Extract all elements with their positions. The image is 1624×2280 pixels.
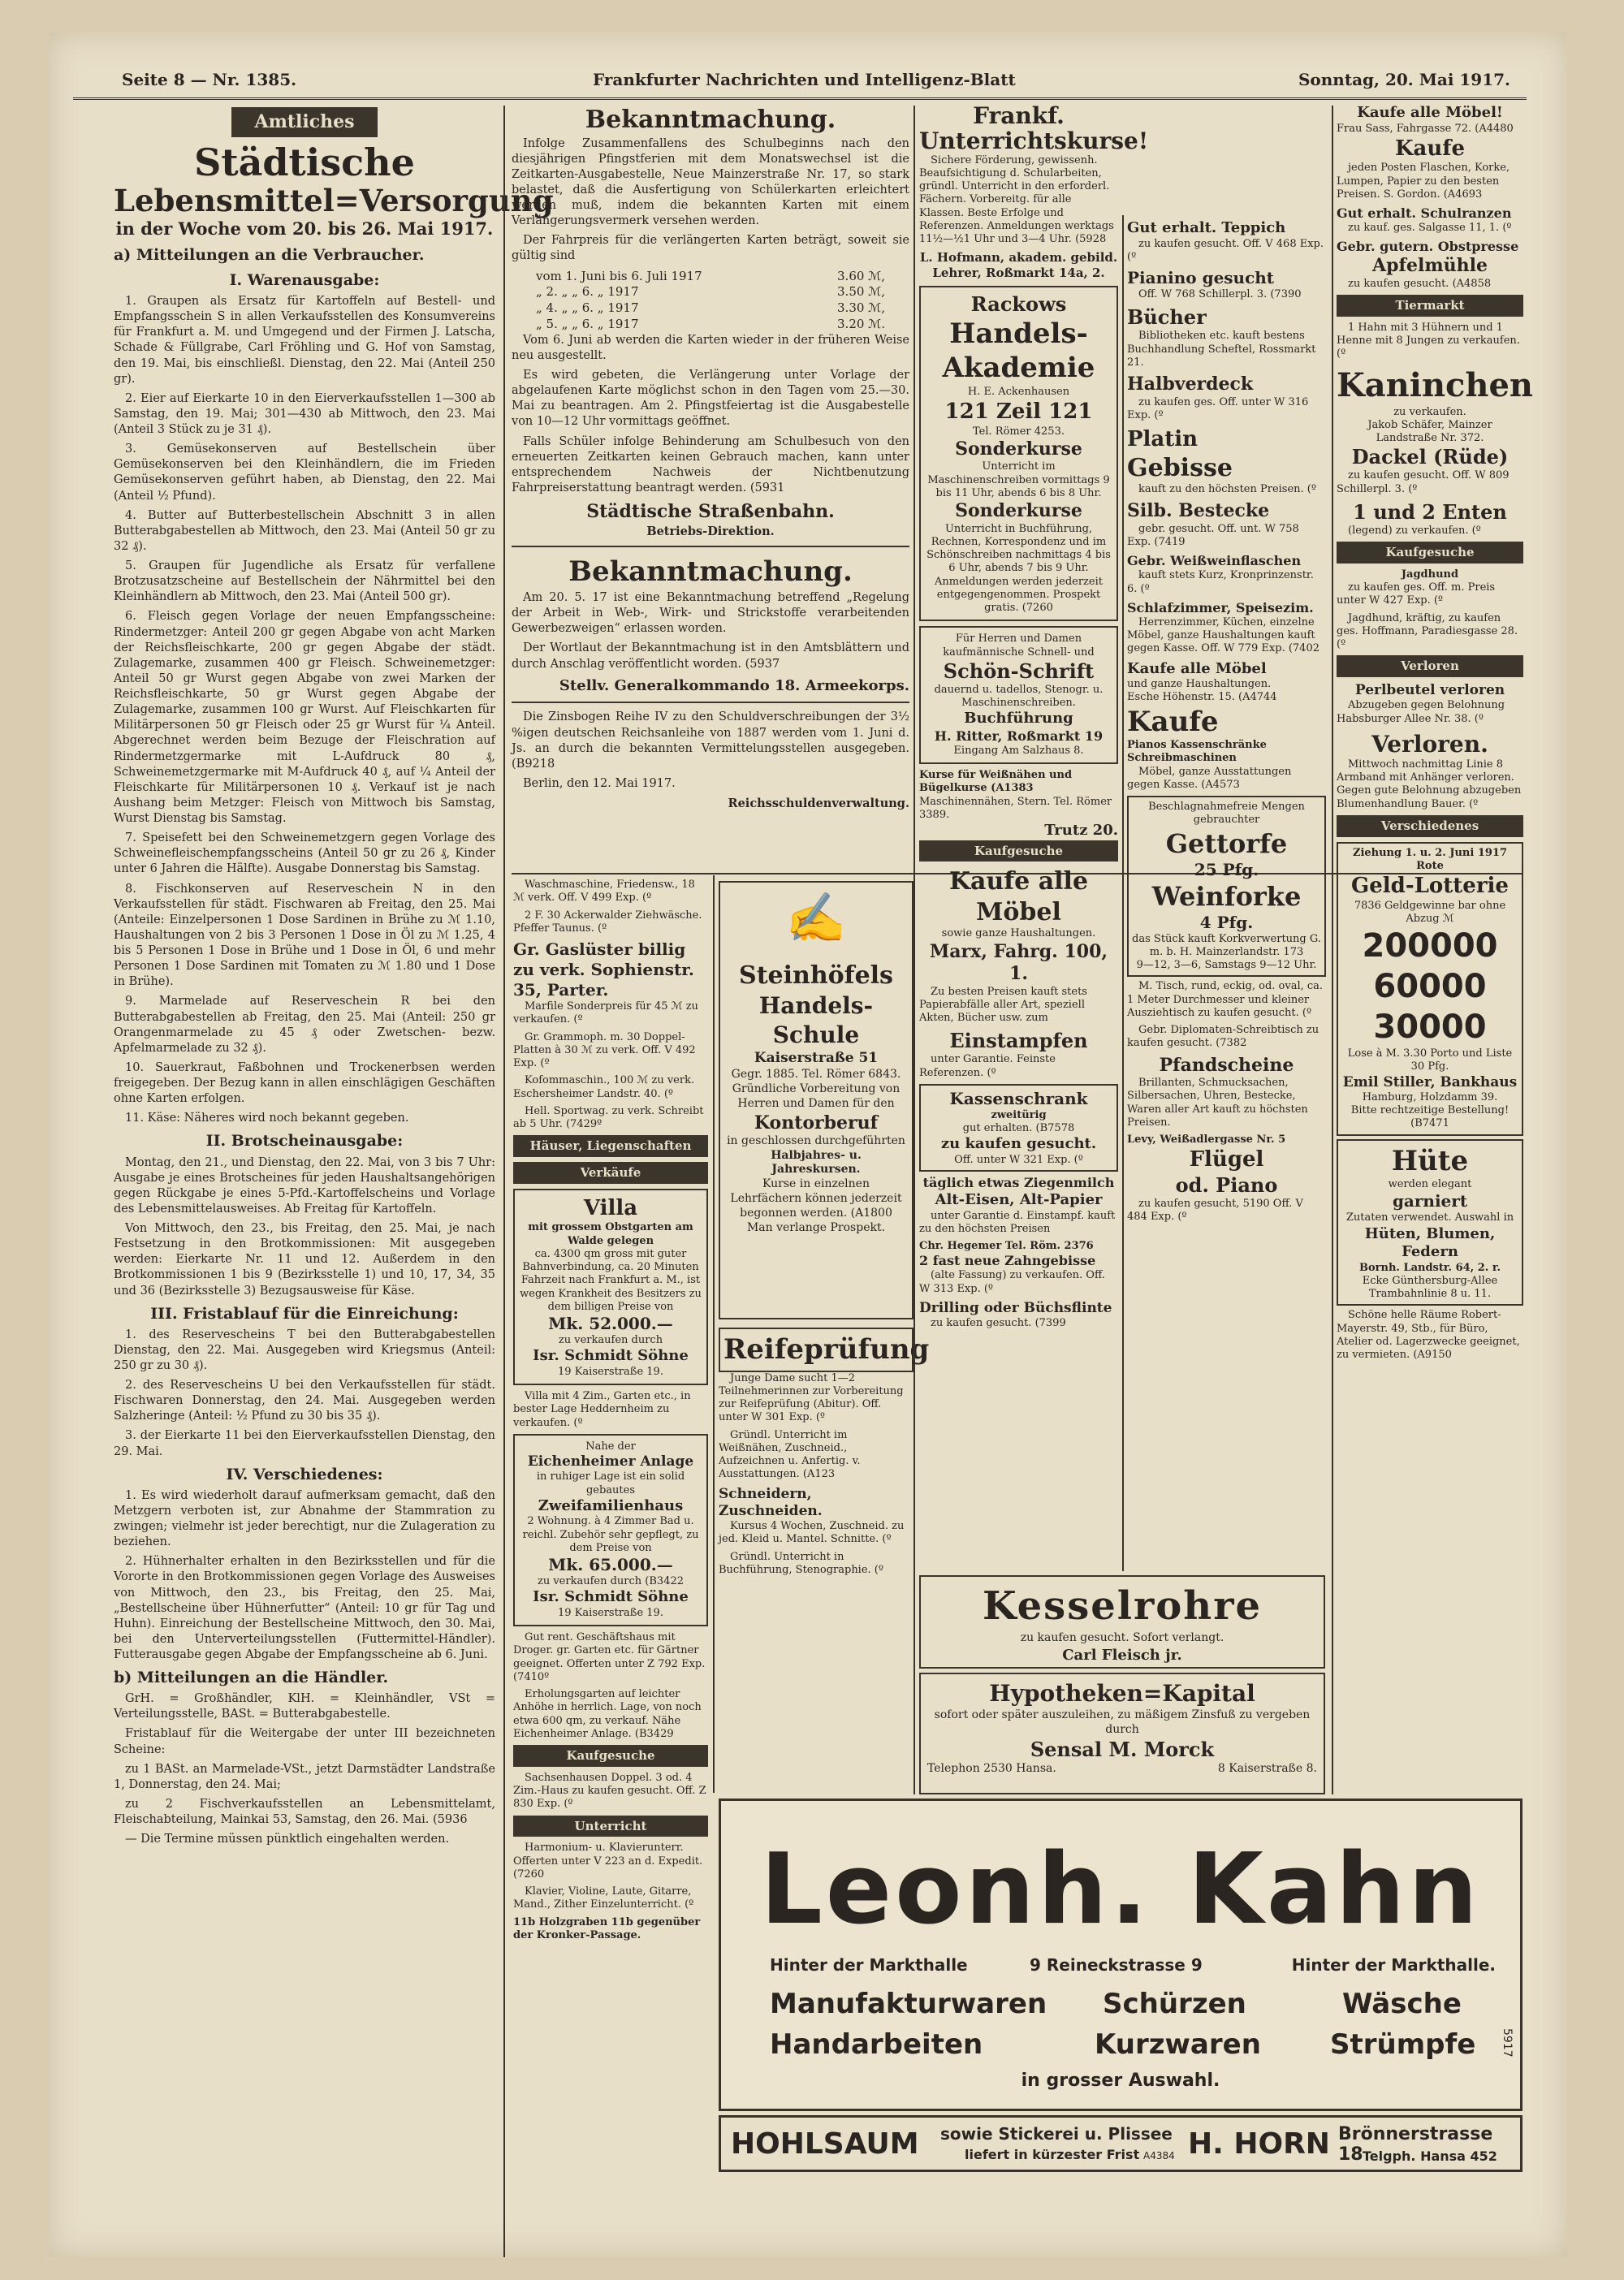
paragraph: 4. Butter auf Butterbestellschein Abschnitt 3 in allen Butterabgabestellen ab Mittwoch, den 23. Mai (Anteil 50 gr zu 32 ₰). [114, 508, 495, 553]
section-heading: Verschiedenes [1337, 815, 1523, 837]
small-ad: Gr. Grammoph. m. 30 Doppel-Platten à 30 ℳ zu verk. Off. V 492 Exp. (º [513, 1030, 696, 1069]
small-ad: unter Garantie d. Einstampf. kauft zu den höchsten Preisen [919, 1209, 1116, 1235]
rate-row: „ 4. „ „ 6. „ 1917 3.30 ℳ, [536, 300, 885, 316]
subsection-2: II. Brotscheinausgabe: [205, 1132, 404, 1151]
official-notices-column [114, 107, 554, 2259]
small-ad: Hell. Sportwag. zu verk. Schreibt ab 5 Uhr. (7429º [513, 1104, 704, 1130]
small-ad: unter Garantie. Feinste Referenzen. (º [919, 1053, 1056, 1079]
schoenschrift-ad: Für Herren und Damen kaufmännische Schnell- und Schön-Schrift dauernd u. tadellos, Stenogr. u. Maschinenschreiben. Buchführung H. Ritter, Roßmarkt 19 Eingang Am Salzhaus 8. [919, 626, 1118, 764]
paragraph: Fristablauf für die Weitergabe der unter III bezeichneten Scheine: [114, 1727, 495, 1756]
header-center: Frankfurter Nachrichten und Intelligenz-Blatt [593, 70, 1016, 89]
hohlsaum-ad: HOHLSAUM sowie Stickerei u. Plissee liefert in kürzester Frist A4384 H. HORN Brönnerstrasse 18 Telgph. Hansa 452 [719, 2115, 1522, 2172]
paragraph: 11. Käse: Näheres wird noch bekannt gegeben. [125, 1112, 409, 1125]
small-ad: zu kaufen ges. Off. m. Preis unter W 427 Exp. (º [1337, 581, 1496, 607]
paragraph: 7. Speisefett bei den Schweinemetzgern gegen Vorlage des Schweinefleischempfangsscheins (Anteil 50 gr zu 26 ₰, Kinder unter 6 Jahren die Hälfte). Ausgabe Donnerstag bis Samstag. [114, 831, 495, 876]
small-ad: zu kauf. ges. Salgasse 11, 1. (º [1348, 222, 1512, 234]
small-ad: 11b Holzgraben 11b gegenüber der Kronker-Passage. [513, 1915, 701, 1941]
signature-sub: Betriebs-Direktion. [646, 525, 775, 539]
header-right: Sonntag, 20. Mai 1917. [1298, 70, 1510, 89]
leonh-kahn-ad: Leonh. Kahn Hinter der Markthalle 9 Reineckstrasse 9 Hinter der Markthalle. Manufakturwaren Schürzen Wäsche Handarbeiten Kurzwaren Strümpfe in grosser Auswahl. 5917 [719, 1799, 1522, 2111]
rackows-academy-ad: Rackows Handels- Akademie H. E. Ackenhausen 121 Zeil 121 Tel. Römer 4253. Sonderkurse Unterricht im Maschinenschreiben vormittags 9 bis 11 Uhr, abends 6 bis 8 Uhr. Sonderkurse Unterricht in Buchführung, Rechnen, Korrespondenz und im Schönschreiben nachmittags 4 bis 6 Uhr, abends 7 bis 9 Uhr. Anmeldungen werden jederzeit entgegengenommen. Prospekt gratis. (7260 [919, 286, 1118, 622]
small-ad: kauft stets Kurz, Kronprinzenstr. 6. (º [1127, 569, 1314, 595]
paragraph: 2. des Reservescheins U bei den Verkaufsstellen für städt. Fischwaren Donnerstag, den 24. Mai. Ausgegeben werden Salzheringe (Anteil: ½ Pfund zu 30 bis 35 ₰). [114, 1379, 495, 1423]
paragraph: — Die Termine müssen pünktlich eingehalten werden. [125, 1833, 450, 1846]
hand-pen-icon: ✍ [785, 890, 847, 947]
small-ad: zu kaufen gesucht. (7399 [931, 1317, 1066, 1330]
subsection-4: IV. Verschiedenes: [226, 1465, 383, 1483]
paragraph: Von Mittwoch, den 23., bis Freitag, den 25. Mai, je nach Festsetzung in den Brotkommissionen: Mit ausgegeben werden: Eierkarte Nr. 11 und 12. Außerdem in den Brotkommissionen 1 bis 9 (Bezirksstelle 1) und 10, 17, 34, 35 und 36 (Bezirksstelle 3) Bezugsausweise für Käse. [114, 1222, 495, 1298]
signature: Stellv. Generalkommando 18. Armeekorps. [559, 676, 909, 694]
subsection-3: III. Fristablauf für die Einreichung: [150, 1304, 459, 1323]
paragraph: 1. des Reservescheins T bei den Butterabgabestellen Dienstag, den 22. Mai. Ausgegeben wird Kriegsmus (Anteil: 250 gr zu 30 ₰). [114, 1328, 495, 1372]
small-ad: 1 Hahn mit 3 Hühnern und 1 Henne mit 8 Jungen zu verkaufen. (º [1337, 321, 1520, 361]
section-a: a) Mitteilungen an die Verbraucher. [114, 245, 425, 264]
safe-ad: Kassenschrank zweitürig gut erhalten. (B7578 zu kaufen gesucht. Off. unter W 321 Exp. (º [919, 1084, 1118, 1172]
small-ad: Abzugeben gegen Belohnung Habsburger Allee Nr. 38. (º [1337, 699, 1505, 725]
header-left: Seite 8 — Nr. 1385. [122, 70, 297, 89]
small-ad: Herrenzimmer, Küchen, einzelne Möbel, ganze Haushaltungen kauft gegen Kasse. Off. W 779 Exp. (7402 [1127, 615, 1320, 655]
section-heading: Unterricht [513, 1816, 708, 1837]
small-ad: Sichere Förderung, gewissenh. Beaufsichtigung d. Schularbeiten, gründl. Unterricht in den erforderl. Fächern. Vorbereitg. für alle Klassen. Beste Erfolge und Referenzen. Anmeldungen werktags 11½—½1 Uhr und 3—4 Uhr. (5928 [919, 153, 1114, 246]
lottery-ad: Ziehung 1. u. 2. Juni 1917 Rote Geld-Lotterie 7836 Geldgewinne bar ohne Abzug ℳ 200000 60000 30000 Lose à M. 3.30 Porto und Liste 30 Pfg. Emil Stiller, Bankhaus Hamburg, Holzdamm 39. Bitte rechtzeitige Bestellung! (B7471 [1337, 842, 1523, 1136]
small-ad: zu kaufen ges. Off. unter W 316 Exp. (º [1127, 395, 1309, 421]
paragraph: 1. Graupen als Ersatz für Kartoffeln auf Bestell- und Empfangsschein S in allen Verkaufsstellen des Konsumvereins für Frankfurt a. M. und Umgegend und der Firmen J. Latscha, Schade & Füllgrabe, Carl Fröhling und G. Hof von Samstag, den 19. Mai, bis einschließl. Dienstag, den 22. Mai (Anteil 250 gr). [114, 295, 495, 386]
paragraph: 3. Gemüsekonserven auf Bestellschein über Gemüsekonserven bei den Kleinhändlern, die im Frieden Gemüsekonserven geführt haben, ab Dienstag, den 22. Mai (Anteil ½ Pfund). [114, 443, 495, 503]
paragraph: Es wird gebeten, die Verlängerung unter Vorlage der abgelaufenen Karte möglichst schon in den Tagen vom 25.—30. Mai zu beantragen. Am 2. Pfingstfeiertag ist die Ausgabestelle von 10—12 Uhr vormittags geöffnet. [512, 369, 909, 429]
villa-ad: Villa mit grossem Obstgarten am Walde gelegen ca. 4300 qm gross mit guter Bahnverbindung, ca. 20 Minuten Fahrzeit nach Frankfurt a. M., ist wegen Krankheit des Besitzers zu dem billigen Preise von Mk. 52.000.— zu verkaufen durch Isr. Schmidt Söhne 19 Kaiserstraße 19. [513, 1189, 708, 1385]
store-name: Leonh. Kahn [760, 1833, 1481, 1946]
paragraph: zu 1 BASt. an Marmelade-VSt., jetzt Darmstädter Landstraße 1, Donnerstag, den 24. Mai; [114, 1762, 495, 1791]
subsection-1: I. Warenausgabe: [229, 270, 380, 289]
cork-ad: Beschlagnahmefreie Mengen gebrauchter Gettorfe 25 Pfg. Weinforke 4 Pfg. das Stück kauft Korkverwertung G. m. b. H. Mainzerlandstr. 173 9—12, 3—6, Samstags 9—12 Uhr. [1127, 796, 1326, 977]
paragraph: Vom 6. Juni ab werden die Karten wieder in der früheren Weise neu ausgestellt. [512, 333, 909, 362]
ad-title: Gr. Gaslüster billig zu verk. Sophienstr. 35, Parter. [513, 939, 694, 1000]
paragraph: 5. Graupen für Jugendliche als Ersatz für verfallene Brotzusatzscheine auf Bestellschein der Nährmittel bei den Kleinhändlern ab Mittwoch, den 23. Mai (Anteil 500 gr). [114, 559, 495, 604]
signature: Reichsschuldenverwaltung. [728, 797, 909, 811]
column-divider [1332, 106, 1333, 1794]
paragraph: GrH. = Großhändler, KlH. = Kleinhändler, VSt = Verteilungsstelle, BASt. = Butterabgabestelle. [114, 1692, 495, 1721]
title-staedtische: Städtische [194, 140, 415, 185]
small-ad: Mittwoch nachmittag Linie 8 Armband mit Anhänger verloren. Gegen gute Belohnung abzugeben Blumenhandlung Bauer. (º [1337, 758, 1522, 810]
small-ad: Klavier, Violine, Laute, Gitarre, Mand., Zither Einzelunterricht. (º [513, 1885, 694, 1911]
small-ad: 2 F. 30 Ackerwalder Ziehwäsche. Pfeffer Taunus. (º [513, 909, 702, 935]
small-ad: Erholungsgarten auf leichter Anhöhe in herrlich. Lage, von noch etwa 600 qm, zu verkauf. Nähe Eichenheimer Anlage. (B3429 [513, 1688, 702, 1740]
paragraph: 10. Sauerkraut, Faßbohnen und Trockenerbsen werden freigegeben. Der Bezug kann in allen einschlägigen Geschäften ohne Karten erfolgen. [114, 1060, 495, 1106]
section-heading: Kaufgesuche [1337, 542, 1523, 564]
small-ad: Möbel, ganze Ausstattungen gegen Kasse. (A4573 [1127, 765, 1292, 791]
announcement-title: Bekanntmachung. [568, 555, 853, 589]
house-ad: Nahe der Eichenheimer Anlage in ruhiger Lage ist ein solid gebautes Zweifamilienhaus 2 Wohnung. à 4 Zimmer Bad u. reichl. Zubehör sehr gepflegt, zu dem Preise von Mk. 65.000.— zu verkaufen durch (B3422 Isr. Schmidt Söhne 19 Kaiserstraße 19. [513, 1434, 708, 1626]
paragraph: Die Zinsbogen Reihe IV zu den Schuldverschreibungen der 3½ %igen deutschen Reichsanleihe von 1887 werden vom 1. Juni d. Js. an durch die bekannten Vermittelungsstellen ausgegeben. (B9218 [512, 710, 909, 771]
small-ad: M. Tisch, rund, eckig, od. oval, ca. 1 Meter Durchmesser und kleiner Ausziehtisch zu kaufen gesucht. (º [1127, 980, 1324, 1019]
section-heading: Häuser, Liegenschaften [513, 1135, 708, 1157]
paragraph: Falls Schüler infolge Behinderung am Schulbesuch von den erneuerten Zeitkarten keinen Gebrauch machen, kann unter entsprechendem Nachweis der Nichtbenutzung Fahrpreiserstattung beantragt werden. (5931 [512, 434, 909, 494]
title-lebensmittel: Lebensmittel=Versorgung [114, 182, 554, 218]
tutoring-ads-column: Frankf. Unterrichtskurse! Sichere Förderung, gewissenh. Beaufsichtigung d. Schularbeiten, gründl. Unterricht in den erforderl. Fächern. Vorbereitg. für alle Klassen. Beste Erfolge und Referenzen. Anmeldungen werktags 11½—½1 Uhr und 3—4 Uhr. (5928 L. Hofmann, akadem. gebild. Lehrer, Roßmarkt 14a, 2. Rackows Handels- Akademie H. E. Ackenhausen 121 Zeil 121 Tel. Römer 4253. Sonderkurse Unterricht im Maschinenschreiben vormittags 9 bis 11 Uhr, abends 6 bis 8 Uhr. Sonderkurse Unterricht in Buchführung, Rechnen, Korrespondenz und im Schönschreiben nachmittags 4 bis 6 Uhr, abends 7 bis 9 Uhr. Anmeldungen werden jederzeit entgegengenommen. Prospekt gratis. (7260 Für Herren und Damen kaufmännische Schnell- und Schön-Schrift dauernd u. tadellos, Stenogr. u. Maschinenschreiben. Buchführung H. Ritter, Roßmarkt 19 Eingang Am Salzhaus 8. Kurse für Weißnähen und Bügelkurse (A1383 Maschinennähen, Stern. Tel. Römer 3389. Trutz 20. Kaufgesuche Kaufe alle Möbel sowie ganze Haushaltungen. Marx, Fahrg. 100, 1. Zu besten Preisen kauft stets Papierabfälle aller Art, speziell Akten, Bücher usw. zum Einstampfen unter Garantie. Feinste Referenzen. (º Kassenschrank zweitürig gut erhalten. (B7578 zu kaufen gesucht. Off. unter W 321 Exp. (º täglich etwas Ziegenmilch Alt-Eisen, Alt-Papier unter Garantie d. Einstampf. kauft zu den höchsten Preisen Chr. Hegemer Tel. Röm. 2376 2 fast neue Zahngebisse (alte Fassung) zu verkaufen. Off. W 313 Exp. (º Drilling oder Büchsflinte zu kaufen gesucht. (7399 [919, 102, 1149, 1330]
announcement-title: Bekanntmachung. [585, 106, 836, 134]
small-ad: zu kaufen gesucht. Off. W 809 Schillerpl. 3. (º [1337, 469, 1510, 495]
small-ad: Kursus 4 Wochen, Zuschneid. zu jed. Kleid u. Mantel. Schnitte. (º [719, 1520, 905, 1546]
reifepruefung-ads: Reifeprüfung Junge Dame sucht 1—2 Teilnehmerinnen zur Vorbereitung zur Reifeprüfung (Abitur). Off. unter W 301 Exp. (º Gründl. Unterricht im Weißnähen, Zuschneid., Aufzeichnen u. Anfertig. v. Ausstattungen. (A123 Schneidern, Zuschneiden. Kursus 4 Wochen, Zuschneid. zu jed. Kleid u. Mantel. Schnitte. (º Gründl. Unterricht in Buchführung, Stenographie. (º [719, 1328, 914, 1794]
section-heading-official: Amtliches [231, 107, 378, 137]
paragraph: 2. Hühnerhalter erhalten in den Bezirksstellen und für die Vororte in den Brotkommissionen gegen Vorlage des Ausweises von Mittwoch, den 23., bis Freitag, den 25. Mai, „Bestellscheine über Hühnerfutter“ (Anteil: 10 gr für Tag und Huhn). Einreichung der Bestellscheine Mittwoch, den 30. Mai, bei den Unterverteilungsstellen (Futtermittel-Händler). Futterausgabe gegen Abgabe der Empfangsscheine ab 6. Juni. [114, 1555, 495, 1662]
paragraph: Der Wortlaut der Bekanntmachung ist in den Amtsblättern und durch Anschlag veröffentlicht worden. (5937 [512, 641, 909, 671]
paragraph: 6. Fleisch gegen Vorlage der neuen Empfangsscheine: Rindermetzger: Anteil 200 gr gegen Abgabe von acht Marken der Reichsfleischkarte, 200 gr gegen Abgabe der städt. Zulagemarke, zusammen 400 gr Fleisch. Schweinemetzger: Anteil 50 gr Wurst gegen Abgabe von zwei Marken der Reichsfleischkarte, 50 gr Wurst gegen Abgabe der Zulagemarke, zusammen 100 gr Wurst. Auf Fleischkarten für Militärpersonen 50 gr Fleisch oder 25 gr Wurst für ¼ Anteil. Abgerechnet werden beim Bezuge der Fleischration auf Rindermetzgermarke mit L-Aufdruck 80 ₰, Schweinemetzgermarke mit M-Aufdruck 40 ₰, auf ¼ Anteil der Fleischkarte für Militärpersonen 10 ₰. Verkauf ist je nach Aushang beim Metzger: Fleisch von Mittwoch bis Samstag, Wurst Dienstag bis Samstag. [114, 610, 495, 826]
purchase-ads-column: Gut erhalt. Teppich zu kaufen gesucht. Off. V 468 Exp. (º Pianino gesucht Off. W 768 Schillerpl. 3. (7390 Bücher Bibliotheken etc. kauft bestens Buchhandlung Scheftel, Rossmarkt 21. Halbverdeck zu kaufen ges. Off. unter W 316 Exp. (º Platin Gebisse kauft zu den höchsten Preisen. (º Silb. Bestecke gebr. gesucht. Off. unt. W 758 Exp. (7419 Gebr. Weißweinflaschen kauft stets Kurz, Kronprinzenstr. 6. (º Schlafzimmer, Speisezim. Herrenzimmer, Küchen, einzelne Möbel, ganze Haushaltungen kauft gegen Kasse. Off. W 779 Exp. (7402 Kaufe alle Möbel und ganze Haushaltungen. Esche Höhenstr. 15. (A4744 Kaufe Pianos Kassenschränke Schreibmaschinen Möbel, ganze Ausstattungen gegen Kasse. (A4573 Beschlagnahmefreie Mengen gebrauchter Gettorfe 25 Pfg. Weinforke 4 Pfg. das Stück kauft Korkverwertung G. m. b. H. Mainzerlandstr. 173 9—12, 3—6, Samstags 9—12 Uhr. M. Tisch, rund, eckig, od. oval, ca. 1 Meter Durchmesser und kleiner Ausziehtisch zu kaufen gesucht. (º Gebr. Diplomaten-Schreibtisch zu kaufen gesucht. (7382 Pfandscheine Brillanten, Schmucksachen, Silbersachen, Uhren, Bestecke, Waren aller Art kauft zu höchsten Preisen. Levy, Weißadlergasse Nr. 5 Flügel od. Piano zu kaufen gesucht, 5190 Off. V 484 Exp. (º [1127, 219, 1326, 1571]
section-b: b) Mitteilungen an die Händler. [114, 1669, 389, 1687]
section-heading: Verloren [1337, 655, 1523, 677]
column-divider [713, 875, 715, 1793]
small-ad: Zu besten Preisen kauft stets Papierabfälle aller Art, speziell Akten, Bücher usw. zum [919, 985, 1087, 1025]
small-ads-column [513, 879, 708, 2259]
column-divider [914, 106, 915, 1794]
paragraph: 2. Eier auf Eierkarte 10 in den Eierverkaufsstellen 1—300 ab Samstag, den 19. Mai; 301—430 ab Mittwoch, den 23. Mai (Anteil 3 Stück zu je 31 ₰). [114, 391, 495, 437]
signature: Städtische Straßenbahn. [586, 501, 835, 523]
wares-note: in grosser Auswahl. [1021, 2071, 1220, 2091]
small-ad: (alte Fassung) zu verkaufen. Off. W 313 Exp. (º [919, 1269, 1105, 1295]
hypotheken-ad: Hypotheken=Kapital sofort oder später auszuleihen, zu mäßigem Zinsfuß zu vergeben durch Sensal M. Morck Telephon 2530 Hansa. 8 Kaiserstraße 8. [919, 1673, 1325, 1794]
small-ad: Brillanten, Schmucksachen, Silbersachen, Uhren, Bestecke, Waren aller Art kauft zu höchsten Preisen. [1127, 1077, 1308, 1129]
small-ad: (legend) zu verkaufen. (º [1348, 524, 1481, 537]
small-ad: zu kaufen gesucht. Off. V 468 Exp. (º [1127, 237, 1324, 263]
misc-ads-column: Kaufe alle Möbel! Frau Sass, Fahrgasse 72. (A4480 Kaufe jeden Posten Flaschen, Korke, Lumpen, Papier zu den besten Preisen. S. Gordon. (A4693 Gut erhalt. Schulranzen zu kauf. ges. Salgasse 11, 1. (º Gebr. gutern. Obstpresse Apfelmühle zu kaufen gesucht. (A4858 Tiermarkt 1 Hahn mit 3 Hühnern und 1 Henne mit 8 Jungen zu verkaufen. (º Kaninchen zu verkaufen. Jakob Schäfer, Mainzer Landstraße Nr. 372. Dackel (Rüde) zu kaufen gesucht. Off. W 809 Schillerpl. 3. (º 1 und 2 Enten (legend) zu verkaufen. (º Kaufgesuche Jagdhund zu kaufen ges. Off. m. Preis unter W 427 Exp. (º Jagdhund, kräftig, zu kaufen ges. Hoffmann, Paradiesgasse 28. (º Verloren Perlbeutel verloren Abzugeben gegen Belohnung Habsburger Allee Nr. 38. (º Verloren. Mittwoch nachmittag Linie 8 Armband mit Anhänger verloren. Gegen gute Belohnung abzugeben Blumenhandlung Bauer. (º Verschiedenes Ziehung 1. u. 2. Juni 1917 Rote Geld-Lotterie 7836 Geldgewinne bar ohne Abzug ℳ 200000 60000 30000 Lose à M. 3.30 Porto und Liste 30 Pfg. Emil Stiller, Bankhaus Hamburg, Holzdamm 39. Bitte rechtzeitige Bestellung! (B7471 Hüte werden elegant garniert Zutaten verwendet. Auswahl in Hüten, Blumen, Federn Bornh. Landstr. 64, 2. r. Ecke Günthersburg-Allee Trambahnlinie 8 u. 11. Schöne helle Räume Robert-Mayerstr. 49, Stb., für Büro, Atelier od. Lagerzwecke geeignet, zu vermieten. (A9150 [1337, 104, 1534, 1361]
small-ad: Gut rent. Geschäftshaus mit Droger. gr. Garten etc. für Gärtner geeignet. Offerten unter Z 792 Exp. (7410º [513, 1631, 706, 1683]
small-ad: Waschmaschine, Friedensw., 18 ℳ verk. Off. V 499 Exp. (º [513, 879, 695, 905]
small-ad: Harmonium- u. Klavierunterr. Offerten unter V 223 an d. Expedit. (7260 [513, 1842, 703, 1881]
paragraph: 1. Es wird wiederholt darauf aufmerksam gemacht, daß den Metzgern verboten ist, zur Abnahme der Stammration zu zwingen; vielmehr ist jeder berechtigt, nur die Zulageration zu beziehen. [114, 1488, 495, 1549]
paragraph: 8. Fischkonserven auf Reserveschein N in den Verkaufsstellen für städt. Fischwaren ab Freitag, den 25. Mai (Anteile: Einzelpersonen 1 Dose Sardinen in Brühe zu ℳ 1.10, Haushaltungen von 2 bis 3 Personen 1 Dose in Öl zu ℳ 1.25, 4 bis 5 Personen 1 Dose in Brühe und 1 Dose in Öl, 6 und mehr Personen 1 Dose Sardinen mit Tomaten zu ℳ 1.80 und 1 Dose in Brühe). [114, 882, 495, 989]
hats-ad: Hüte werden elegant garniert Zutaten verwendet. Auswahl in Hüten, Blumen, Federn Bornh. Landstr. 64, 2. r. Ecke Günthersburg-Allee Trambahnlinie 8 u. 11. [1337, 1139, 1523, 1306]
paragraph: Infolge Zusammenfallens des Schulbeginns nach den diesjährigen Pfingstferien mit dem Monatswechsel ist die Zeitkarten-Ausgabestelle, Neue Mainzerstraße Nr. 17, so stark belastet, daß die Ausfertigung von Schülerkarten erleichtert werden muß, indem die bekannten Karten mit einem Verlängerungsvermerk versehen werden. [512, 136, 909, 228]
small-ad: zu kaufen gesucht. (A4858 [1348, 277, 1492, 290]
rate-row: „ 5. „ „ 6. „ 1917 3.20 ℳ. [536, 316, 885, 331]
small-ad: Off. W 768 Schillerpl. 3. (7390 [1138, 288, 1302, 300]
section-heading: Kaufgesuche [919, 840, 1118, 862]
small-ad: Kofommaschin., 100 ℳ zu verk. Eschersheimer Landstr. 40. (º [513, 1074, 695, 1100]
small-ad: kauft zu den höchsten Preisen. (º [1138, 483, 1316, 495]
paragraph: Der Fahrpreis für die verlängerten Karten beträgt, soweit sie gültig sind [512, 234, 909, 263]
small-ad: Marfile Sonderpreis für 45 ℳ zu verkaufen. (º [513, 1000, 698, 1026]
steinhoefel-school-ad: ✍ Steinhöfels Handels-Schule Kaiserstraße 51 Gegr. 1885. Tel. Römer 6843. Gründliche Vorbereitung von Herren und Damen für den Kontorberuf in geschlossen durchgeführten Halbjahres- u. Jahreskursen. Kurse in einzelnen Lehrfächern können jederzeit begonnen werden. (A1800 Man verlange Prospekt. [719, 881, 914, 1319]
title-week: in der Woche vom 20. bis 26. Mai 1917. [115, 218, 494, 240]
paragraph: 3. der Eierkarte 11 bei den Eierverkaufsstellen Dienstag, den 29. Mai. [114, 1429, 495, 1458]
kesselrohre-ad: Kesselrohre zu kaufen gesucht. Sofort verlangt. Carl Fleisch jr. [919, 1575, 1325, 1669]
small-ad: Gebr. Diplomaten-Schreibtisch zu kaufen gesucht. (7382 [1127, 1024, 1320, 1050]
section-heading: Verkäufe [513, 1162, 708, 1184]
paragraph: 9. Marmelade auf Reserveschein R bei den Butterabgabestellen ab Freitag, den 25. Mai (Anteil: 250 gr Orangenmarmelade zu 45 ₰ oder Zwetschen- bezw. Apfelmarmelade zu 32 ₰). [114, 995, 495, 1055]
small-ad: Junge Dame sucht 1—2 Teilnehmerinnen zur Vorbereitung zur Reifeprüfung (Abitur). Off. unter W 301 Exp. (º [719, 1371, 904, 1424]
small-ad: Bibliotheken etc. kauft bestens Buchhandlung Scheftel, Rossmarkt 21. [1127, 330, 1316, 369]
small-ad: jeden Posten Flaschen, Korke, Lumpen, Papier zu den besten Preisen. S. Gordon. (A4693 [1337, 162, 1510, 201]
small-ad: Villa mit 4 Zim., Garten etc., in bester Lage Heddernheim zu verkaufen. (º [513, 1390, 691, 1429]
small-ad: gebr. gesucht. Off. unt. W 758 Exp. (7419 [1127, 522, 1299, 548]
column-divider [1122, 215, 1124, 1571]
small-ad: zu kaufen gesucht, 5190 Off. V 484 Exp. (º [1127, 1197, 1303, 1223]
section-heading: Tiermarkt [1337, 295, 1523, 317]
small-ad: Gründl. Unterricht im Weißnähen, Zuschneid., Aufzeichnen u. Anfertig. v. Ausstattungen. (A123 [719, 1428, 861, 1481]
small-ad: Sachsenhausen Doppel. 3 od. 4 Zim.-Haus zu kaufen gesucht. Off. Z 830 Exp. (º [513, 1771, 706, 1811]
small-ad: Jagdhund, kräftig, zu kaufen ges. Hoffmann, Paradiesgasse 28. (º [1337, 611, 1518, 650]
paragraph: Am 20. 5. 17 ist eine Bekanntmachung betreffend „Regelung der Arbeit in Web-, Wirk- und Strickstoffe verarbeitenden Gewerbezweigen“ erlassen worden. [512, 591, 909, 636]
paragraph: Montag, den 21., und Dienstag, den 22. Mai, von 3 bis 7 Uhr: Ausgabe je eines Brotscheines für jeden Haushaltsangehörigen gegen Rückgabe je eines 5-Pfd.-Kartoffelscheins und Vorlage des Lebensmittelausweises. Ab Freitag für Kartoffeln. [114, 1155, 495, 1216]
small-ad: Gründl. Unterricht in Buchführung, Stenographie. (º [719, 1550, 883, 1576]
announcements-column [512, 104, 909, 867]
rate-row: „ 2. „ „ 6. „ 1917 3.50 ℳ, [536, 284, 885, 300]
page-header [73, 65, 1527, 100]
paragraph: Berlin, den 12. Mai 1917. [523, 776, 676, 790]
section-heading: Kaufgesuche [513, 1745, 708, 1767]
column-divider [503, 106, 505, 2257]
small-ad: Schöne helle Räume Robert-Mayerstr. 49, Stb., für Büro, Atelier od. Lagerzwecke geeignet, zu vermieten. (A9150 [1337, 1309, 1520, 1361]
rate-row: vom 1. Juni bis 6. Juli 1917 3.60 ℳ, [536, 268, 885, 283]
paragraph: zu 2 Fischverkaufsstellen an Lebensmittelamt, Fleischabteilung, Mainkai 53, Samstag, den 26. Mai. (5936 [114, 1797, 495, 1827]
